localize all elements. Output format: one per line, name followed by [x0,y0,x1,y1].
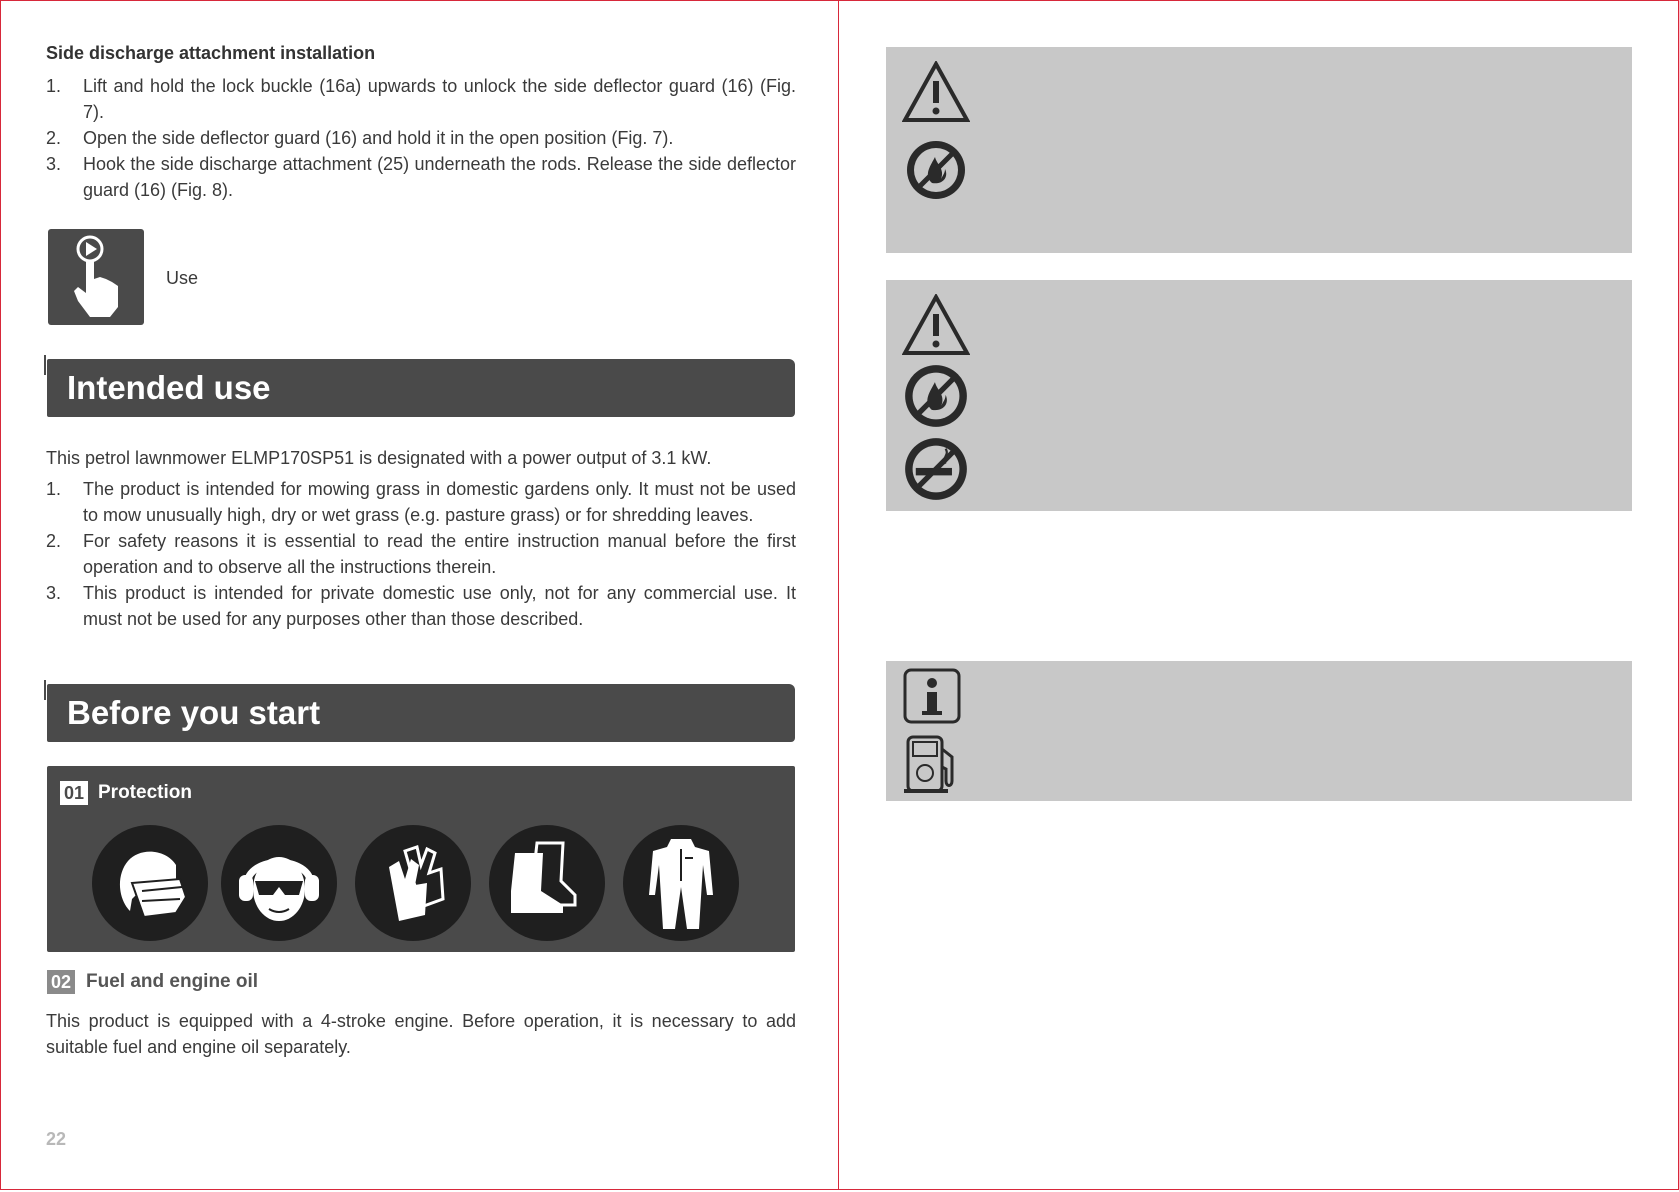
ear-eye-protection-icon [221,825,337,941]
fuel-text: This product is equipped with a 4-stroke engine. Before operation, it is necessary to add suitable fuel and engine oil separately. [46,1011,796,1057]
list-item: 2. For safety reasons it is essential to read the entire instruction manual before the first operation and to observe all the instructions therein. [46,531,796,577]
intended-use-banner: Intended use [47,359,795,417]
info-icon [902,667,962,730]
warning-triangle-icon [902,294,970,361]
use-label: Use [166,268,199,288]
protection-title: Protection [98,782,192,803]
fuel-pump-icon [902,733,962,800]
fuel-badge: 02 [47,970,75,994]
list-item: 1. Lift and hold the lock buckle (16a) upwards to unlock the side deflector guard (16) (Fig. 7). [46,76,796,122]
side-discharge-steps [46,73,796,203]
fuel-title: Fuel and engine oil [86,971,259,992]
warning-triangle-icon [902,61,970,128]
protection-badge: 01 [60,781,88,805]
info-panel [886,661,1632,801]
overalls-icon [623,825,739,941]
no-smoking-icon [903,436,969,507]
no-open-flame-icon [903,363,969,434]
left-page [0,0,839,1190]
list-item: 1. The product is intended for mowing grass in domestic gardens only. It must not be used to mow unusually high, dry or wet grass (e.g. pasture grass) or for shredding leaves. [46,479,796,525]
safety-boots-icon [489,825,605,941]
warning-panel-2 [886,280,1632,511]
intended-use-list [46,476,796,632]
no-open-flame-icon [905,139,967,206]
list-item: 2. Open the side deflector guard (16) and hold it in the open position (Fig. 7). [46,128,674,148]
list-item: 3. This product is intended for private domestic use only, not for any commercial use. It must not be used for any purposes other than those described. [46,583,796,629]
hand-pointer-play-icon [48,229,144,325]
right-page [838,0,1679,1190]
intended-use-intro: This petrol lawnmower ELMP170SP51 is designated with a power output of 3.1 kW. [46,448,712,468]
protection-panel [47,766,795,952]
before-you-start-banner: Before you start [47,684,795,742]
side-discharge-heading: Side discharge attachment installation [46,43,376,63]
warning-panel-1 [886,47,1632,253]
gloves-icon [355,825,471,941]
dust-mask-icon [92,825,208,941]
list-item: 3. Hook the side discharge attachment (25) underneath the rods. Release the side deflector guard (16) (Fig. 8). [46,154,796,200]
page-number: 22 [46,1129,67,1149]
